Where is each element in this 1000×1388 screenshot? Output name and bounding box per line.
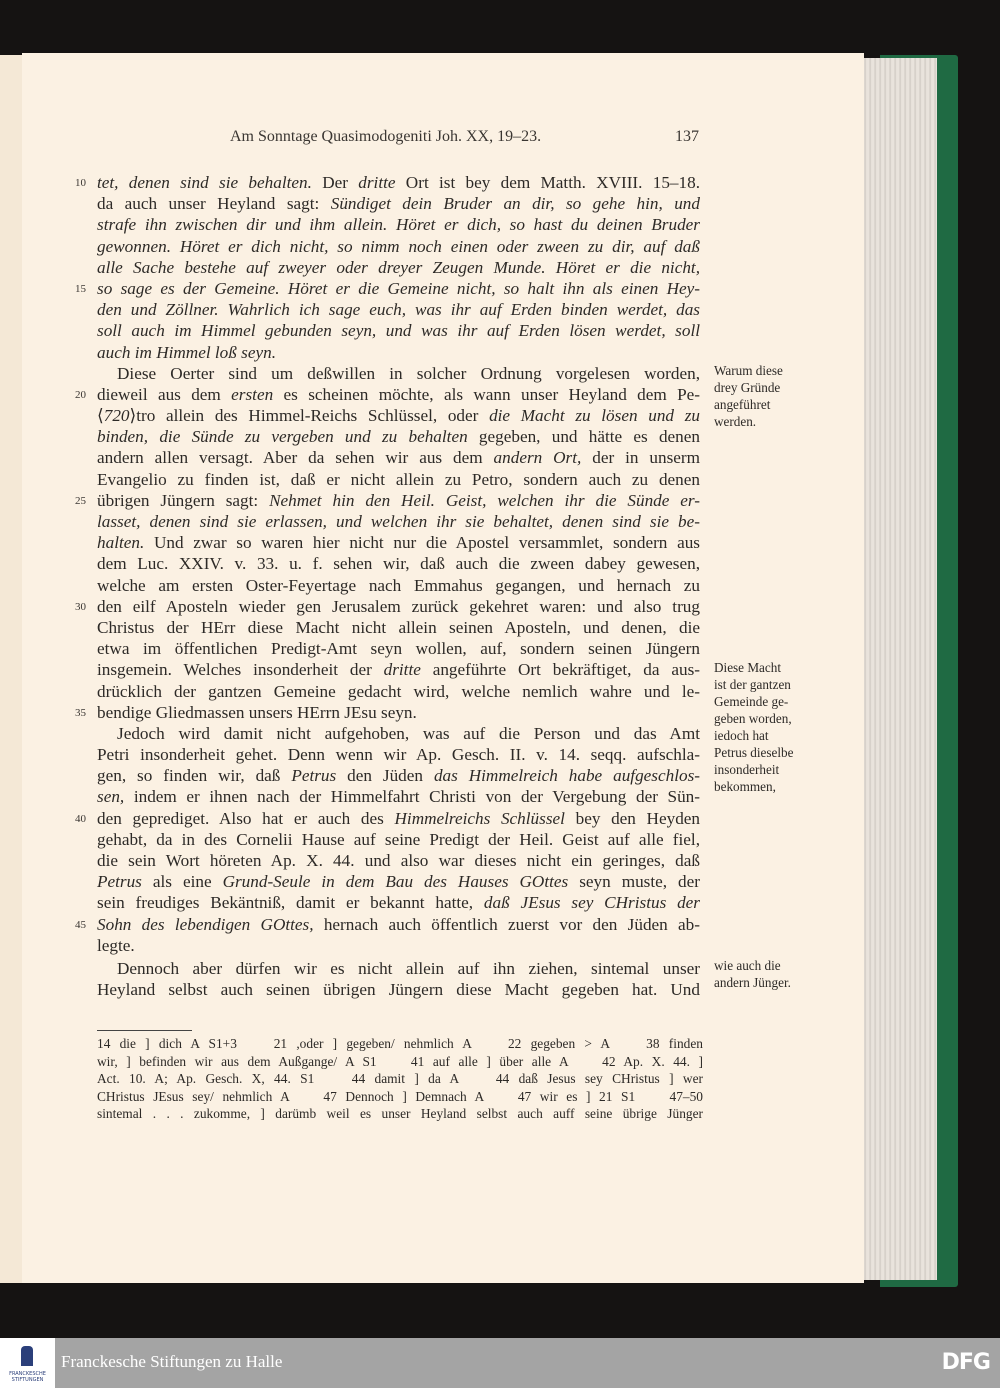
- italic-text: tet, denen sind sie behalten.: [97, 173, 312, 192]
- text-line: [97, 744, 700, 765]
- previous-page-edge: [0, 55, 23, 1283]
- text-segment: legte.: [97, 935, 135, 955]
- italic-text: Grund-Seule in dem Bau des Hauses GOttes: [222, 872, 569, 892]
- text-segment: indem er ihnen nach der Himmelfahrt Christi von der Vergebung der Sün-: [124, 787, 700, 807]
- text-segment: sein freudiges Bekäntniß, damit er bekannt hatte,: [97, 893, 484, 913]
- text-segment: es scheinen möchte, als wann unser Heyland dem Pe-: [273, 384, 700, 404]
- text-segment: seyn muste, der: [568, 872, 700, 892]
- text-line: [97, 299, 700, 320]
- line-number: 35: [75, 706, 86, 719]
- margin-note-line: geben worden,: [714, 711, 792, 726]
- text-line: [97, 575, 700, 596]
- italic-text: Nehmet hin den Heil. Geist, welchen ihr die Sünde er-: [269, 490, 700, 510]
- text-segment: welche am ersten Oster-Feyertage nach Emmahus gegangen, und hernach zu: [97, 575, 700, 595]
- text-segment: hernach auch öffentlich zuerst vor den Jüden ab-: [313, 914, 700, 934]
- text-segment: Heyland selbst auch seinen übrigen Jüngern diese Macht gegeben hat. Und: [97, 980, 700, 1000]
- text-line: [97, 829, 700, 850]
- text-segment: Jedoch wird damit nicht aufgehoben, was auf die Person und das Amt: [117, 723, 700, 743]
- italic-text: 720: [103, 406, 130, 426]
- italic-text: Petrus: [97, 872, 142, 892]
- text-line: [97, 871, 700, 892]
- text-line: [97, 405, 700, 426]
- text-line: [97, 320, 700, 341]
- text-segment: die sein Wort höreten Ap. X. 44. und also war dieses nicht ein geringes, daß: [97, 851, 700, 870]
- text-segment: Dennoch aber dürfen wir es nicht allein auf ihn ziehen, sintemal unser: [117, 958, 700, 978]
- italic-text: Petrus: [291, 766, 337, 786]
- text-segment: den eilf Aposteln wieder gen Jerusalem zurück gekehret waren: und also trug: [97, 596, 700, 616]
- footnote-line: Act. 10. A; Ap. Gesch. X, 44. S1 44 damit ] da A 44 daß Jesus sey CHristus ] wer: [97, 1071, 703, 1087]
- italic-text: daß JEsus sey CHristus der: [483, 893, 700, 913]
- text-segment: dieweil aus dem: [97, 384, 232, 404]
- italic-text: lasset, denen sind sie erlassen, und welchen ihr sie behaltet, denen sind sie be-: [97, 512, 700, 531]
- italic-text: gewonnen. Höret er dich nicht, so nimm noch einen oder zween zu dir, auf daß: [97, 236, 700, 256]
- line-number: 10: [75, 177, 86, 189]
- text-line: [75, 702, 700, 723]
- text-line: [97, 935, 700, 956]
- margin-note-line: werden.: [714, 414, 757, 429]
- text-line: [97, 193, 700, 214]
- margin-note-line: Diese Macht: [714, 660, 782, 675]
- logo-figure-icon: [21, 1346, 33, 1366]
- text-line: [97, 723, 700, 744]
- text-segment: gegeben, und hätte es denen: [467, 427, 700, 447]
- italic-text: dritte: [383, 660, 421, 680]
- text-segment: als eine: [141, 872, 223, 892]
- italic-text: halten.: [97, 533, 145, 553]
- italic-text: die Macht zu lösen und zu: [489, 406, 700, 426]
- italic-text: dritte: [358, 173, 396, 192]
- text-line: [75, 490, 700, 511]
- italic-text: das Himmelreich habe aufgeschlos-: [433, 766, 701, 786]
- text-segment: Und zwar so waren hier nicht nur die Apostel versammlet, sondern aus: [144, 533, 700, 553]
- text-line: [97, 469, 700, 490]
- text-line: [75, 808, 701, 829]
- text-line: [97, 892, 700, 913]
- text-segment: bey den Heyden: [564, 808, 701, 828]
- text-segment: Diese Oerter sind um deßwillen in solcher Ordnung vorgelesen worden,: [117, 363, 700, 383]
- logo-text: FRANCKESCHE STIFTUNGEN: [9, 1371, 46, 1383]
- text-line: [97, 786, 700, 807]
- text-line: [97, 638, 700, 659]
- italic-text: ersten: [231, 384, 274, 404]
- text-segment: etwa im öffentlichen Predigt-Amt seyn wollen, auf, sondern seinen Jüngern: [97, 639, 700, 659]
- text-segment: dem Luc. XXIV. v. 33. u. f. sehen wir, daß auch die zween dabey gewesen,: [97, 554, 700, 574]
- text-line: [97, 979, 700, 1000]
- text-segment: angeführte Ort bekräftiget, da aus-: [420, 660, 700, 680]
- text-segment: Der: [311, 173, 359, 192]
- line-number: 30: [75, 600, 86, 613]
- text-line: [97, 511, 700, 532]
- line-number: 20: [75, 388, 86, 401]
- text-segment: ⟨: [97, 406, 104, 426]
- text-segment: Ort ist bey dem Matth. XVIII. 15–18.: [395, 173, 701, 192]
- margin-note-line: bekommen,: [714, 779, 776, 794]
- margin-note-line: Petrus dieselbe: [714, 745, 794, 760]
- text-line: [97, 236, 700, 257]
- text-line: [97, 447, 700, 468]
- footnote-line: CHristus JEsus sey/ nehmlich A 47 Dennoch ] Demnach A 47 wir es ] 21 S1 47–50: [97, 1088, 703, 1104]
- text-line: [97, 681, 700, 702]
- footnote-line: 14 die ] dich A S1+3 21 ,oder ] gegeben/ nehmlich A 22 gegeben > A 38 finden: [97, 1036, 703, 1051]
- italic-text: strafe ihn zwischen dir und ihm allein. Höret er dich, so hast du deinen Bruder: [97, 215, 700, 235]
- text-line: [97, 850, 700, 871]
- text-segment: insgemein. Welches insonderheit der: [97, 660, 384, 680]
- text-line: [75, 278, 700, 299]
- text-segment: übrigen Jüngern sagt:: [97, 490, 270, 510]
- margin-note-line: angeführet: [714, 397, 771, 412]
- text-segment: Petri insonderheit gehet. Denn wenn wir Ap. Gesch. II. v. 14. seqq. aufschla-: [97, 745, 700, 765]
- margin-note-line: Gemeinde ge-: [714, 694, 789, 709]
- text-segment: da auch unser Heyland sagt:: [97, 194, 331, 214]
- italic-text: so sage es der Gemeine. Höret er die Gemeine nicht, so halt ihn als einen Hey-: [97, 278, 700, 298]
- italic-text: andern Ort,: [493, 448, 582, 468]
- text-line: [75, 596, 700, 617]
- line-number: 45: [75, 918, 86, 931]
- margin-note-line: insonderheit: [714, 762, 780, 777]
- margin-note-line: andern Jünger.: [714, 975, 791, 990]
- text-line: [97, 659, 700, 680]
- text-segment: den geprediget. Also hat er auch des: [97, 808, 395, 828]
- line-number: 15: [75, 282, 86, 295]
- institution-logo[interactable]: [0, 1338, 55, 1388]
- margin-note-2: [714, 659, 793, 795]
- margin-note-line: ist der gantzen: [714, 677, 791, 692]
- text-segment: den Jüden: [336, 766, 434, 786]
- critical-apparatus: [97, 1035, 703, 1123]
- line-number: 25: [75, 494, 86, 507]
- margin-note-line: wie auch die: [714, 958, 781, 973]
- text-line: [97, 257, 700, 278]
- text-line: [97, 617, 700, 638]
- italic-text: Sohn des lebendigen GOttes,: [97, 914, 314, 934]
- margin-note-1: [714, 362, 783, 430]
- dfg-logo[interactable]: DFG: [941, 1350, 990, 1375]
- italic-text: auch im Himmel loß seyn.: [97, 342, 277, 362]
- text-line: [75, 914, 700, 935]
- italic-text: Sündiget dein Bruder an dir, so gehe hin, und: [330, 194, 700, 214]
- text-line: [75, 172, 701, 193]
- text-segment: andern allen versagt. Aber da sehen wir aus dem: [97, 448, 494, 468]
- text-line: [97, 553, 700, 574]
- viewer-footer: [0, 1338, 1000, 1388]
- margin-note-line: drey Gründe: [714, 380, 781, 395]
- margin-note-3: [714, 957, 791, 991]
- text-line: [97, 342, 700, 363]
- text-segment: drücklich der gantzen Gemeine gedacht wird, welche nemlich wahre und le-: [97, 681, 700, 701]
- italic-text: sen,: [97, 787, 125, 807]
- text-segment: gen, so finden wir, daß: [97, 766, 292, 786]
- page-number: 137: [675, 128, 699, 145]
- margin-note-line: Warum diese: [714, 363, 783, 378]
- margin-note-line: iedoch hat: [714, 728, 769, 743]
- text-segment: Christus der HErr diese Macht nicht allein seinen Aposteln, und denen, die: [97, 617, 700, 637]
- italic-text: den und Zöllner. Wahrlich ich sage euch, was ihr auf Erden binden werdet, das: [97, 300, 700, 320]
- italic-text: alle Sache bestehe auf zweyer oder dreyer Zeugen Munde. Höret er die nicht,: [97, 257, 700, 277]
- italic-text: binden, die Sünde zu vergeben und zu behalten: [97, 427, 468, 447]
- running-title: Am Sonntage Quasimodogeniti Joh. XX, 19–23.: [230, 128, 542, 145]
- italic-text: soll auch im Himmel gebunden seyn, und was ihr auf Erden lösen werdet, soll: [97, 321, 700, 341]
- footnote-line: wir, ] befinden wir aus dem Außgange/ A S1 41 auf alle ] über alle A 42 Ap. X. 44. ]: [97, 1053, 703, 1069]
- text-segment: der in unserm: [581, 448, 700, 468]
- footnote-rule: [97, 1030, 192, 1031]
- italic-text: Himmelreichs Schlüssel: [394, 808, 565, 828]
- text-line: [97, 532, 700, 553]
- text-line: [97, 214, 700, 235]
- text-segment: gehabt, da in des Cornelii Hause auf seine Predigt der Heil. Geist auf alle fiel,: [97, 829, 700, 849]
- text-line: [97, 426, 700, 447]
- institution-name[interactable]: Franckesche Stiftungen zu Halle: [61, 1352, 283, 1371]
- text-segment: ⟩tro allein des Himmel-Reichs Schlüssel, oder: [129, 406, 490, 426]
- text-segment: Evangelio zu finden ist, daß er nicht allein zu Petro, sondern auch zu denen: [97, 469, 700, 489]
- page-edges: [862, 58, 937, 1280]
- main-text: [75, 172, 701, 1000]
- text-segment: bendige Gliedmassen unsers HErrn JEsu seyn.: [97, 702, 417, 722]
- text-line: [97, 363, 700, 384]
- text-line: [75, 384, 700, 405]
- footnote-line: sintemal . . . zukomme, ] darümb weil es unser Heyland selbst auch auff seine übrige Jünger: [97, 1106, 703, 1122]
- line-number: 40: [75, 812, 86, 825]
- text-line: [97, 958, 700, 979]
- text-line: [97, 765, 700, 786]
